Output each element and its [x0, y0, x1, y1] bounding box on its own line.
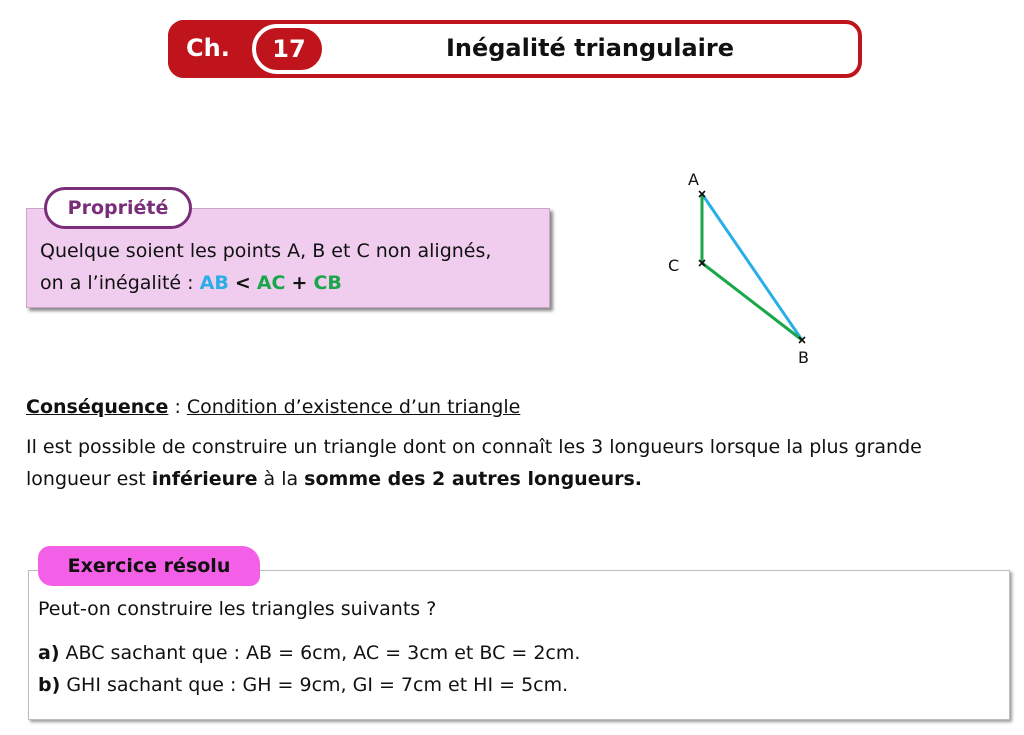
text-fragment: longueur est [26, 468, 152, 490]
property-prefix: on a l’inégalité : [40, 272, 200, 294]
consequence-paragraph-line-1: Il est possible de construire un triangle dont on connaît les 3 longueurs lorsque la plus grande [26, 436, 922, 458]
side-ab [702, 194, 802, 340]
point-b-label: B [798, 348, 809, 367]
text-fragment: à la [257, 468, 305, 490]
bold-somme: somme des 2 autres longueurs [304, 468, 635, 490]
side-cb [702, 263, 802, 340]
exercise-item-b [38, 674, 568, 696]
exercise-item-a [38, 642, 580, 664]
item-a-text: ABC sachant que : AB = 6cm, AC = 3cm et BC = 2cm. [59, 642, 581, 664]
less-than-sign: < [234, 272, 251, 294]
item-a-label: a) [38, 642, 60, 664]
exercise-question: Peut-on construire les triangles suivants ? [38, 598, 437, 620]
exercise-label: Exercice résolu [38, 546, 260, 586]
item-b-label: b) [38, 674, 61, 696]
property-text-line-2 [40, 272, 342, 294]
point-c-label: C [668, 256, 680, 275]
plus-sign: + [291, 272, 308, 294]
triangle-diagram [650, 160, 840, 375]
chapter-label: Ch. [186, 34, 230, 62]
segment-ac: AC [256, 272, 286, 294]
point-a-label: A [688, 170, 699, 189]
chapter-number [252, 24, 326, 74]
consequence-separator: : [168, 396, 187, 418]
property-text-line-1: Quelque soient les points A, B et C non alignés, [40, 240, 492, 262]
property-label: Propriété [44, 187, 192, 229]
consequence-paragraph-line-2 [26, 468, 642, 490]
chapter-number-text: 17 [272, 35, 306, 63]
bold-inferieure: inférieure [151, 468, 258, 490]
item-b-text: GHI sachant que : GH = 9cm, GI = 7cm et HI = 5cm. [60, 674, 569, 696]
consequence-word: Conséquence [26, 396, 169, 418]
segment-ab: AB [199, 272, 229, 294]
consequence-heading [26, 396, 520, 418]
text-period: . [634, 468, 643, 490]
chapter-title: Inégalité triangulaire [445, 34, 735, 62]
condition-title: Condition d’existence d’un triangle [186, 396, 521, 418]
segment-cb: CB [313, 272, 342, 294]
